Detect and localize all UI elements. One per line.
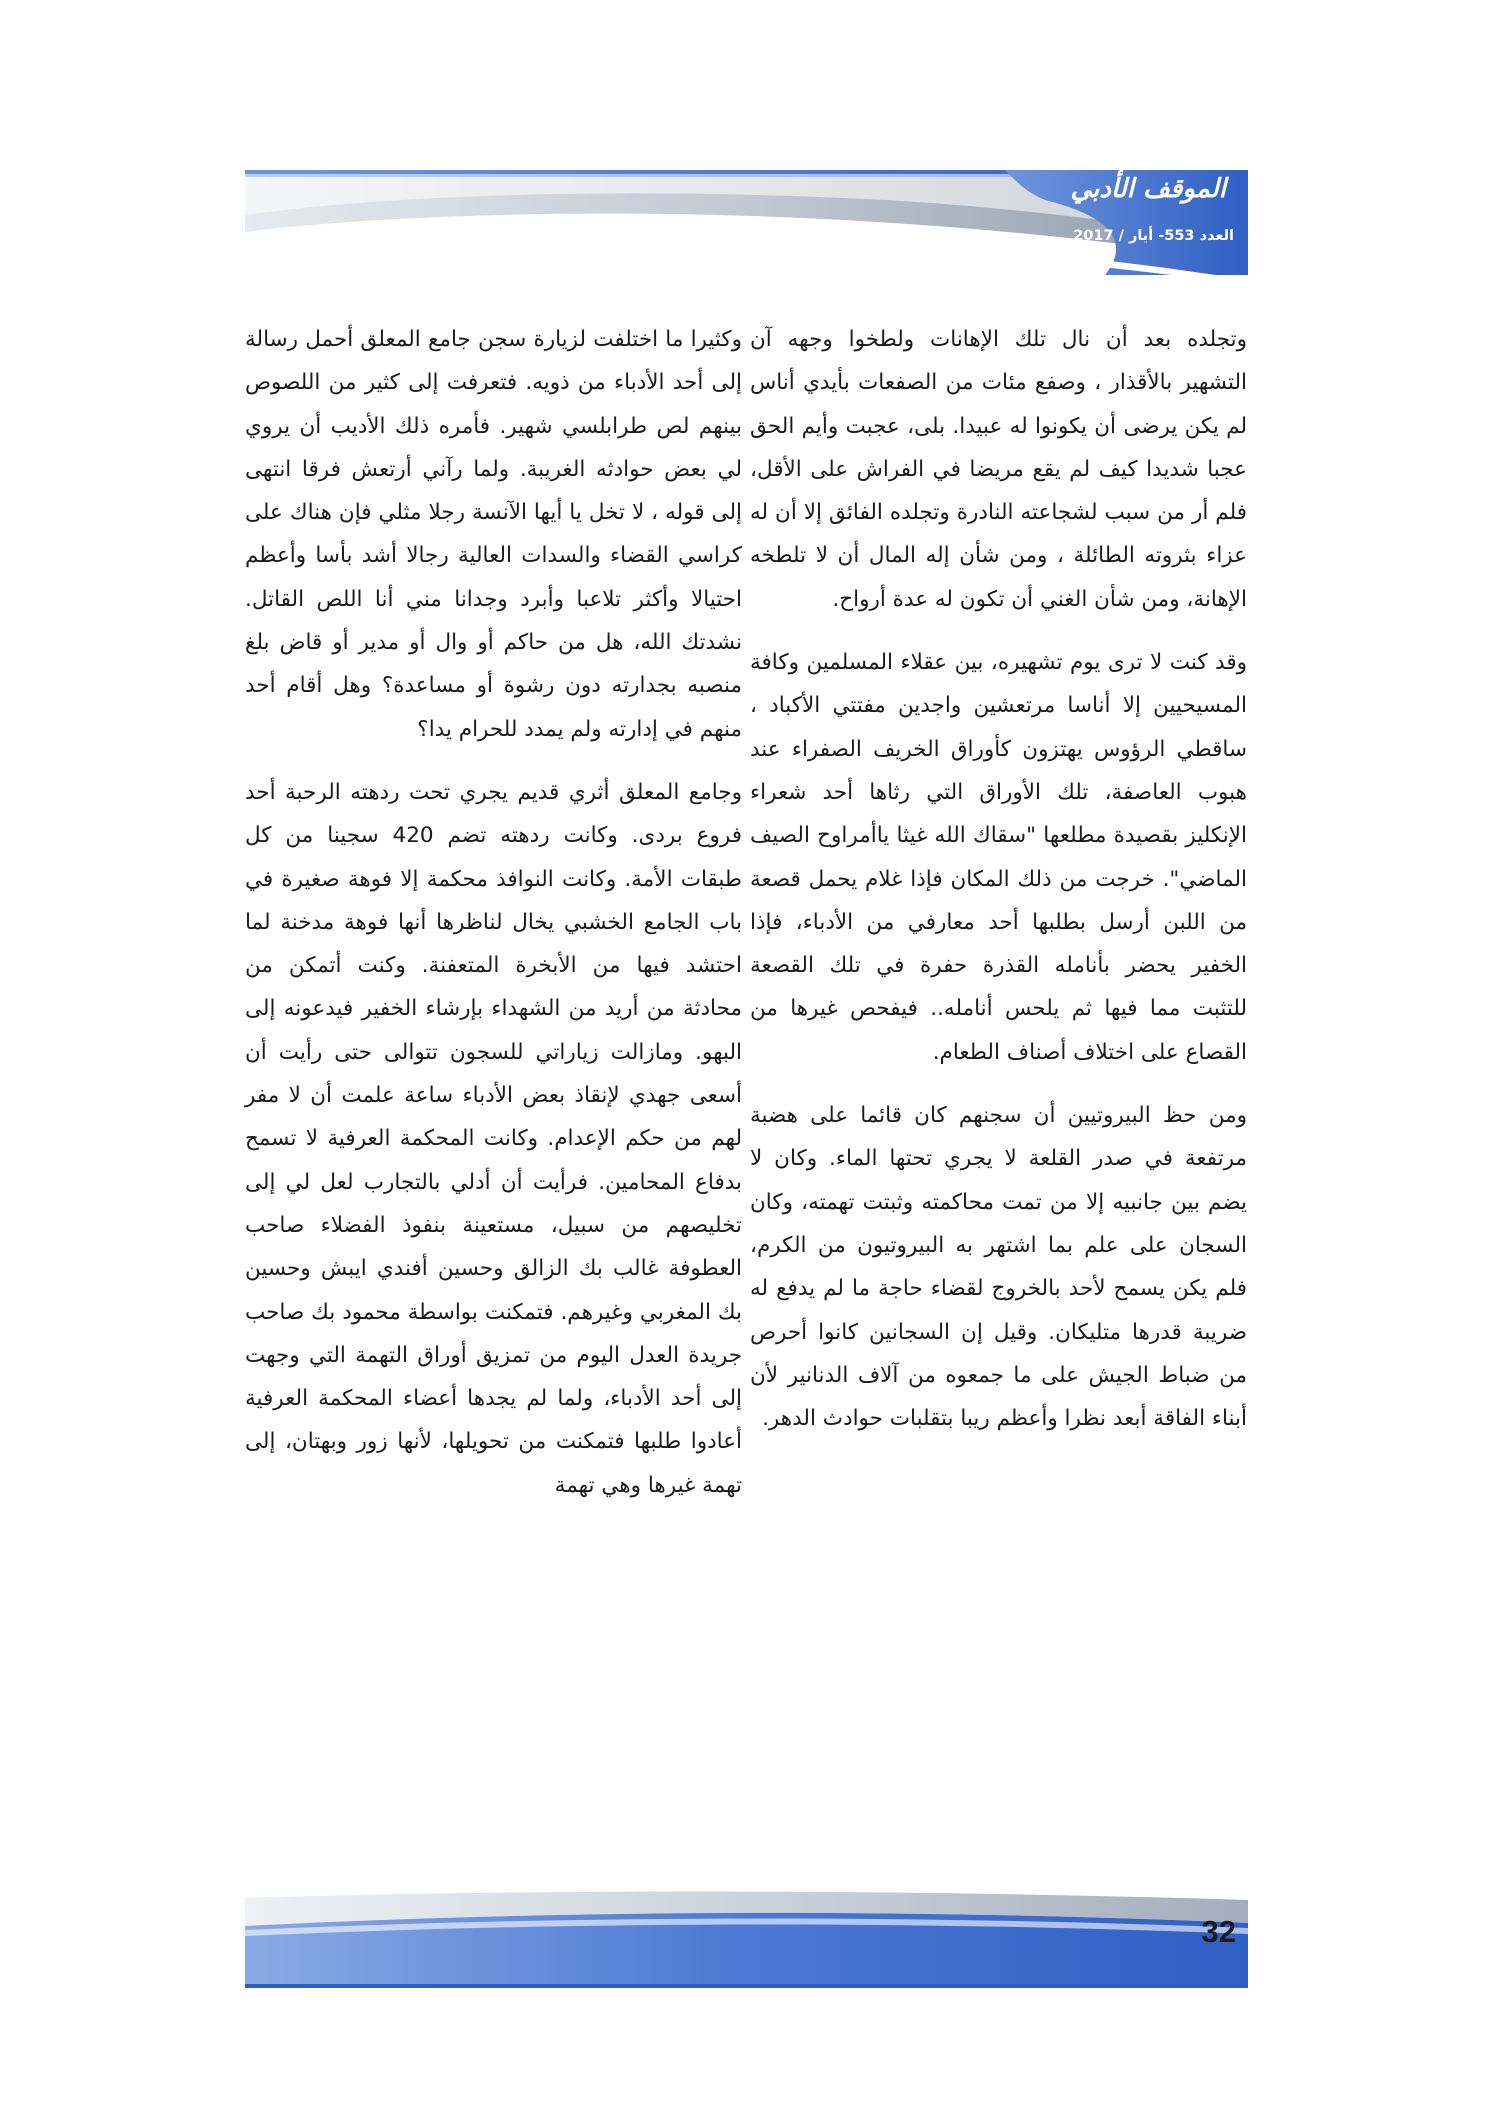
paragraph: وكثيرا ما اختلفت لزيارة سجن جامع المعلق أحمل رسالة إلى أحد الأدباء من ذويه. فتعرفت إلى كثير من اللصوص بينهم لص طرابلسي شهير. فأمره ذلك الأديب أن يروي لي بعض حوادثه الغريبة. ولما رآني أرتعش فرقا انتهى إلى قوله ، لا تخل يا أيها الآنسة رجلا مثلي فإن هناك على كراسي القضاء والسدات العالية رجالا أشد بأسا وأعظم احتيالا وأكثر تلاعبا وأبرد وجدانا مني أنا اللص القاتل. نشدتك الله، هل من حاكم أو وال أو مدير أو قاض بلغ منصبه بجدارته دون رشوة أو مساعدة؟ وهل أقام أحد منهم في إدارته ولم يمدد للحرام يدا؟ <box>245 327 742 742</box>
paragraph: وقد كنت لا ترى يوم تشهيره، بين عقلاء المسلمين وكافة المسيحيين إلا أناسا مرتعشين واجدين مفتتي الأكباد ، ساقطي الرؤوس يهتزون كأوراق الخريف الصفراء عند هبوب العاصفة، تلك الأوراق التي رثاها أحد شعراء الإنكليز بقصيدة مطلعها "سقاك الله غيثا ياأمراوح الصيف الماضي". خرجت من ذلك المكان فإذا غلام يحمل قصعة من اللبن أرسل بطلبها أحد معارفي من الأدباء، فإذا الخفير يحضر بأنامله القذرة حفرة في تلك القصعة للتثبت مما فيها ثم يلحس أنامله.. فيفحص غيرها من القصاع على اختلاف أصناف الطعام. <box>750 650 1247 1065</box>
magazine-logo: الموقف الأدبي <box>1070 174 1226 204</box>
text-column-left <box>245 318 742 1507</box>
issue-line: العدد 553- أيار / 2017 <box>1073 228 1234 244</box>
page-footer <box>245 1888 1248 1988</box>
text-column-right <box>750 318 1247 1440</box>
page-header <box>245 170 1248 285</box>
paragraph: وتجلده بعد أن نال تلك الإهانات ولطخوا وجهه آن التشهير بالأقذار ، وصفع مئات من الصفعات بأيدي أناس لم يكن يرضى أن يكونوا له عبيدا. بلى، عجبت وأيم الحق عجبا شديدا كيف لم يقع مريضا في الفراش على الأقل، فلم أر من سبب لشجاعته النادرة وتجلده الفائق إلا أن له عزاء بثروته الطائلة ، ومن شأن إله المال أن لا تلطخه الإهانة، ومن شأن الغني أن تكون له عدة أرواح. <box>750 327 1247 612</box>
paragraph: وجامع المعلق أثري قديم يجري تحت ردهته الرحبة أحد فروع بردى. وكانت ردهته تضم 420 سجينا من كل طبقات الأمة. وكانت النوافذ محكمة إلا فوهة صغيرة في باب الجامع الخشبي يخال لناظرها أنها فوهة مدخنة لما احتشد فيها من الأبخرة المتعفنة. وكنت أتمكن من محادثة من أريد من الشهداء بإرشاء الخفير فيدعونه إلى البهو. ومازالت زياراتي للسجون تتوالى حتى رأيت أن أسعى جهدي لإنقاذ بعض الأدباء ساعة علمت أن لا مفر لهم من حكم الإعدام. وكانت المحكمة العرفية لا تسمح بدفاع المحامين. فرأيت أن أدلي بالتجارب لعل لي إلى تخليصهم من سبيل، مستعينة بنفوذ الفضلاء صاحب العطوفة غالب بك الزالق وحسين أفندي ايبش وحسين بك المغربي وغيرهم. فتمكنت بواسطة محمود بك صاحب جريدة العدل اليوم من تمزيق أوراق التهمة التي وجهت إلى أحد الأدباء، ولما لم يجدها أعضاء المحكمة العرفية أعادوا طلبها فتمكنت من تحويلها، لأنها زور وبهتان، إلى تهمة غيرها وهي تهمة <box>245 779 742 1498</box>
paragraph: ومن حظ البيروتيين أن سجنهم كان قائما على هضبة مرتفعة في صدر القلعة لا يجري تحتها الماء. وكان لا يضم بين جانبيه إلا من تمت محاكمته وثبتت تهمته، وكان السجان على علم بما اشتهر به البيروتيون من الكرم، فلم يكن يسمح لأحد بالخروج لقضاء حاجة ما لم يدفع له ضريبة قدرها متليكان. وقيل إن السجانين كانوا أحرص من ضباط الجيش على ما جمعوه من آلاف الدنانير لأن أبناء الفاقة أبعد نظرا وأعظم ريبا بتقلبات حوادث الدهر. <box>750 1103 1247 1432</box>
page-number: 32 <box>1201 1914 1236 1949</box>
footer-banner-graphic <box>245 1888 1248 1988</box>
